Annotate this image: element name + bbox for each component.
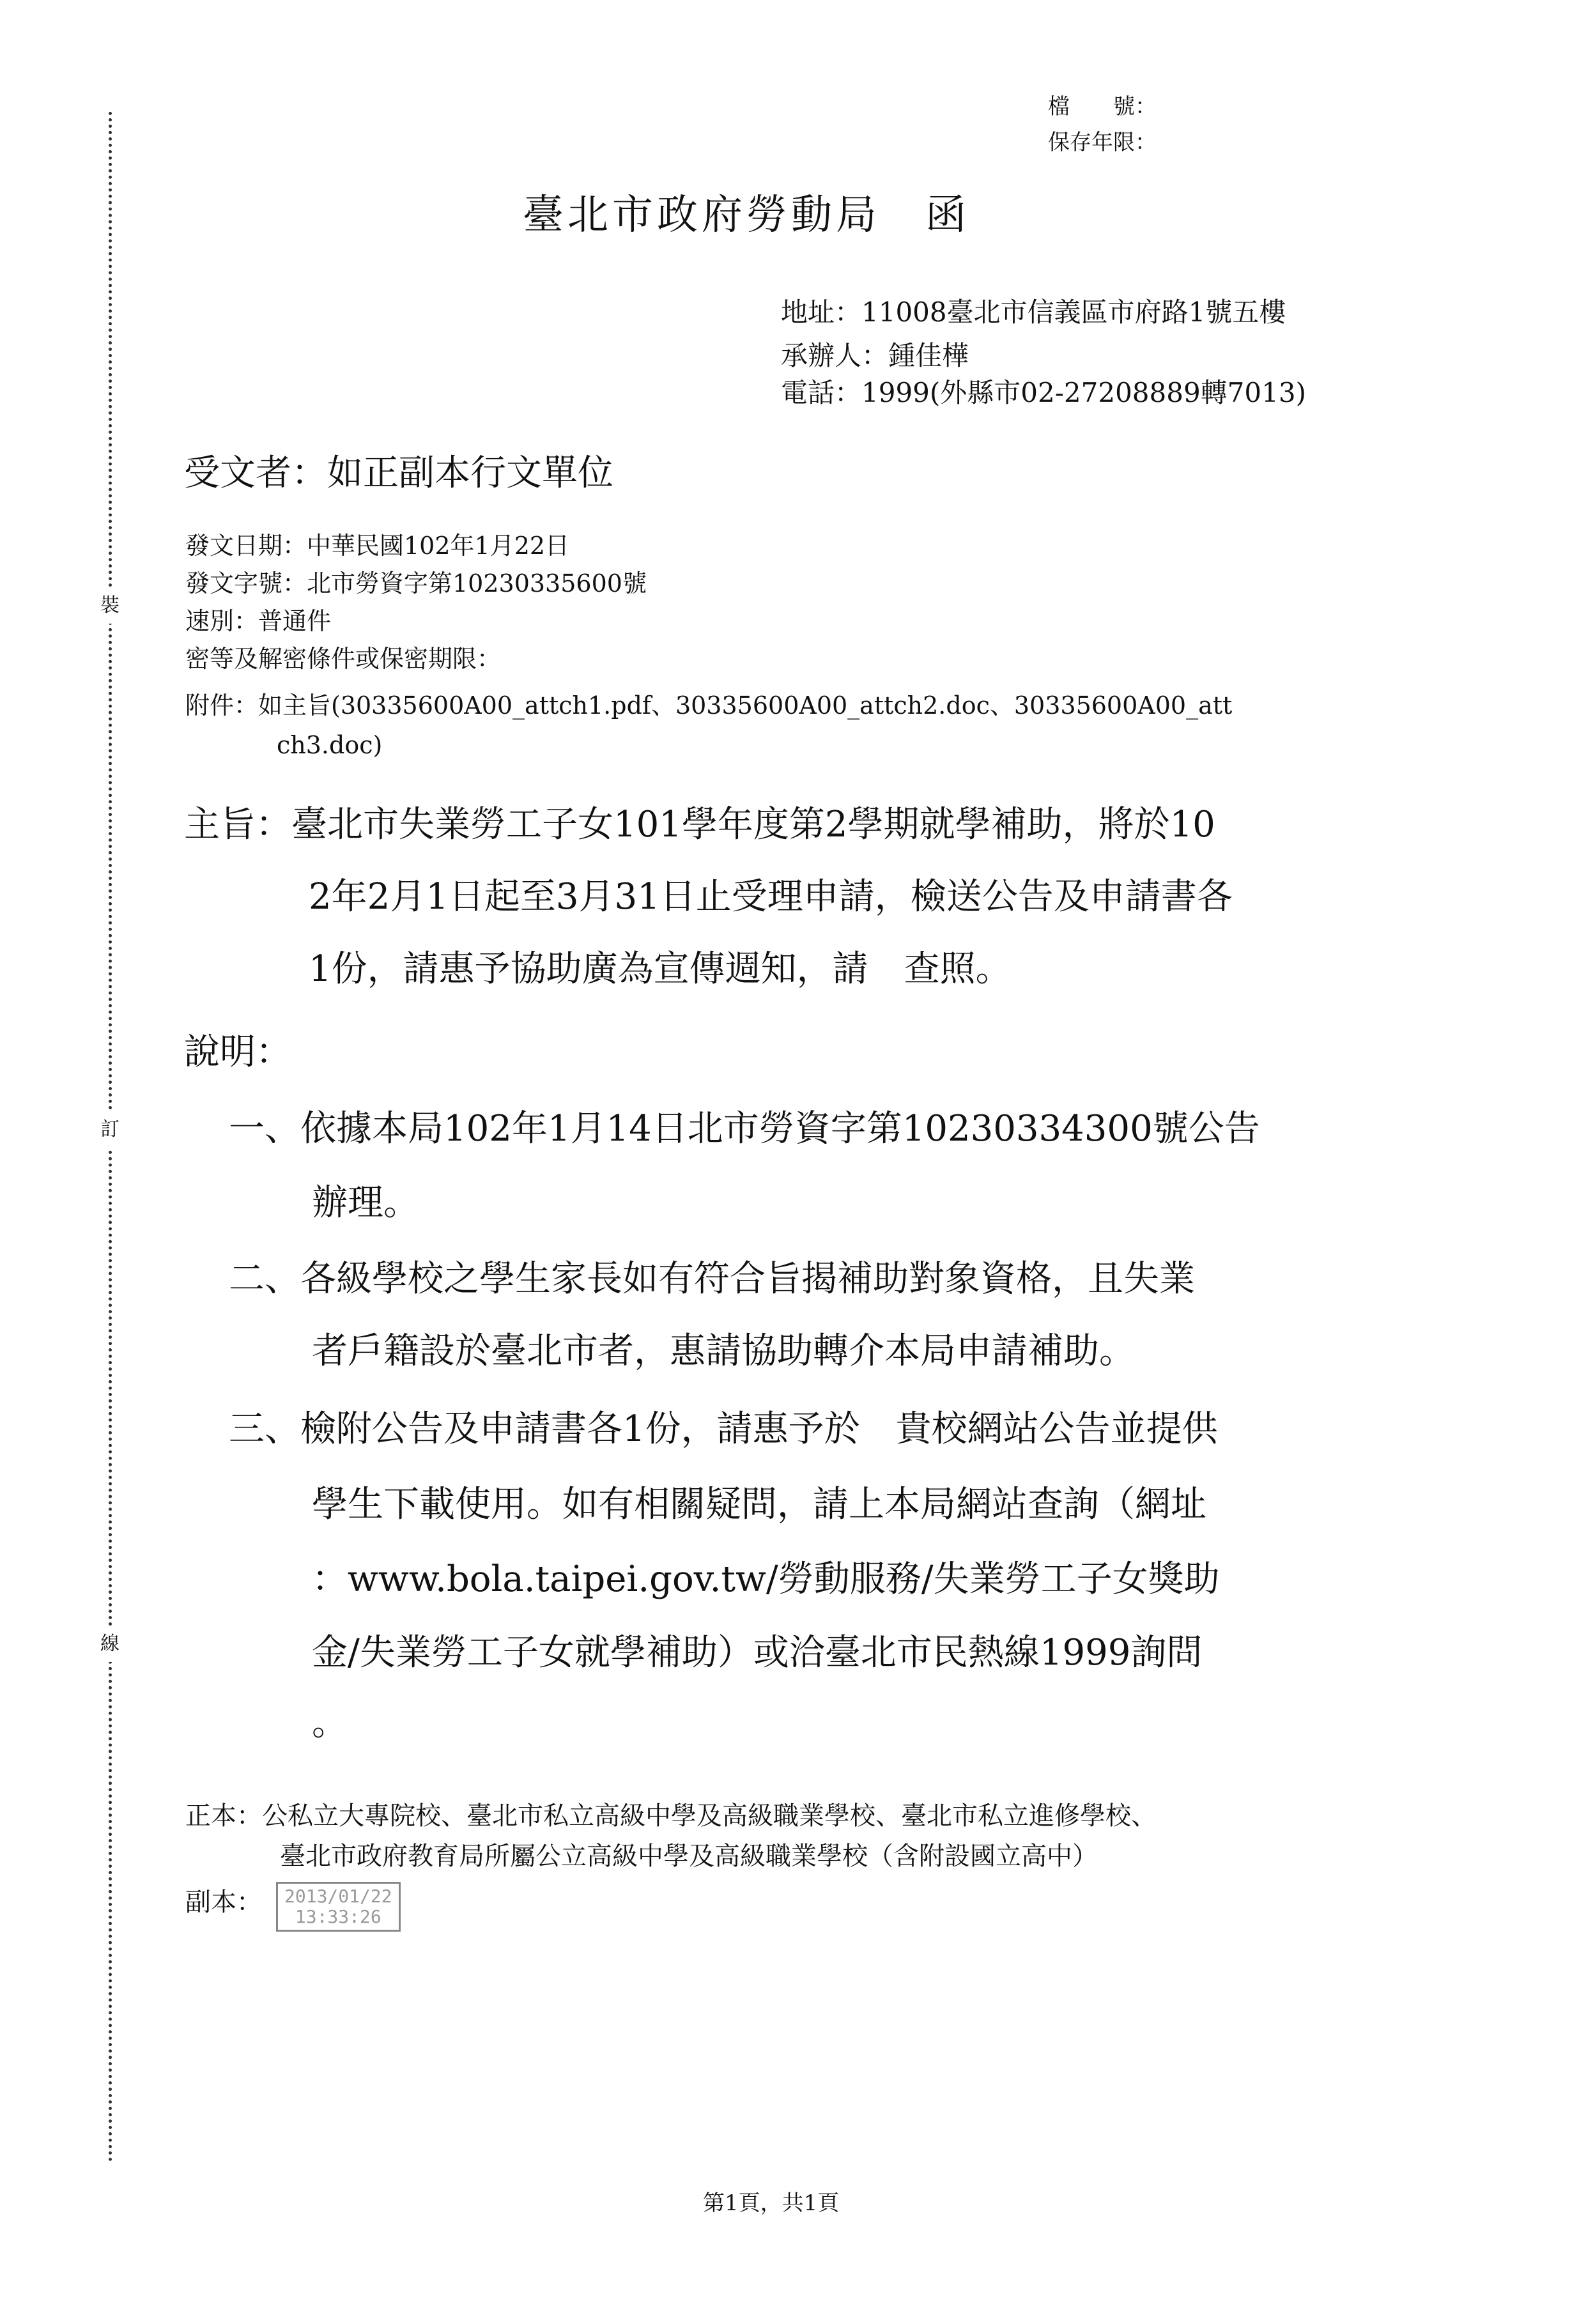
recipient: 受文者：如正副本行文單位 (184, 452, 613, 494)
security-level: 密等及解密條件或保密期限： (185, 645, 502, 673)
document-number: 發文字號：北市勞資字第10230335600號 (185, 569, 647, 597)
explanation-item-2-line-2: 者戶籍設於臺北市者，惠請協助轉介本局申請補助。 (312, 1330, 1135, 1372)
sender-phone: 電話：1999(外縣市02-27208889轉7013) (781, 377, 1306, 408)
explanation-item-3-line-4: 金/失業勞工子女就學補助）或洽臺北市民熱線1999詢問 (312, 1632, 1203, 1674)
original-recipients-line-1: 正本：公私立大專院校、臺北市私立高級中學及高級職業學校、臺北市私立進修學校、 (185, 1801, 1157, 1831)
sender-contact: 承辦人：鍾佳樺 (781, 340, 969, 371)
original-recipients-line-2: 臺北市政府教育局所屬公立高級中學及高級職業學校（含附設國立高中） (280, 1842, 1098, 1871)
explanation-item-1-line-1: 一、依據本局102年1月14日北市勞資字第10230334300號公告 (229, 1108, 1260, 1150)
stamp-date: 2013/01/22 (284, 1886, 392, 1907)
explanation-item-3-line-5: 。 (312, 1702, 348, 1744)
subject-line-3: 1份，請惠予協助廣為宣傳週知，請 查照。 (309, 948, 1012, 990)
attachments-line-2: ch3.doc) (277, 731, 383, 759)
explanation-item-3-line-3: ：www.bola.taipei.gov.tw/勞動服務/失業勞工子女獎助 (312, 1558, 1220, 1600)
page-number: 第1頁，共1頁 (703, 2190, 840, 2216)
explanation-item-1-line-2: 辦理。 (312, 1182, 419, 1224)
subject-line-2: 2年2月1日起至3月31日止受理申請，檢送公告及申請書各 (309, 876, 1233, 918)
explanation-item-2-line-1: 二、各級學校之學生家長如有符合旨揭補助對象資格，且失業 (229, 1258, 1195, 1300)
sender-address: 地址：11008臺北市信義區市府路1號五樓 (781, 296, 1286, 328)
binding-label-ding: 訂 (96, 1112, 124, 1148)
issue-date: 發文日期：中華民國102年1月22日 (185, 532, 570, 560)
explanation-item-3-line-1: 三、檢附公告及申請書各1份，請惠予於 貴校網站公告並提供 (229, 1408, 1218, 1450)
file-number-label: 檔 號： (1048, 94, 1157, 119)
stamp-time: 13:33:26 (295, 1906, 381, 1927)
retention-label: 保存年限： (1048, 130, 1157, 155)
electronic-seal-stamp (276, 1882, 401, 1932)
delivery-speed: 速別：普通件 (185, 607, 332, 635)
document-title: 臺北市政府勞動局 函 (523, 192, 970, 239)
subject-line-1: 主旨：臺北市失業勞工子女101學年度第2學期就學補助，將於10 (184, 804, 1215, 845)
copy-recipients-label: 副本： (185, 1888, 262, 1917)
explanation-label: 說明： (184, 1031, 291, 1073)
binding-label-xian: 線 (96, 1626, 124, 1662)
attachments-line-1: 附件：如主旨(30335600A00_attch1.pdf、30335600A00_attch2.doc、30335600A00_att (185, 691, 1233, 720)
binding-label-zhuang: 裝 (96, 588, 124, 624)
explanation-item-3-line-2: 學生下載使用。如有相關疑問，請上本局網站查詢（網址 (312, 1484, 1206, 1525)
